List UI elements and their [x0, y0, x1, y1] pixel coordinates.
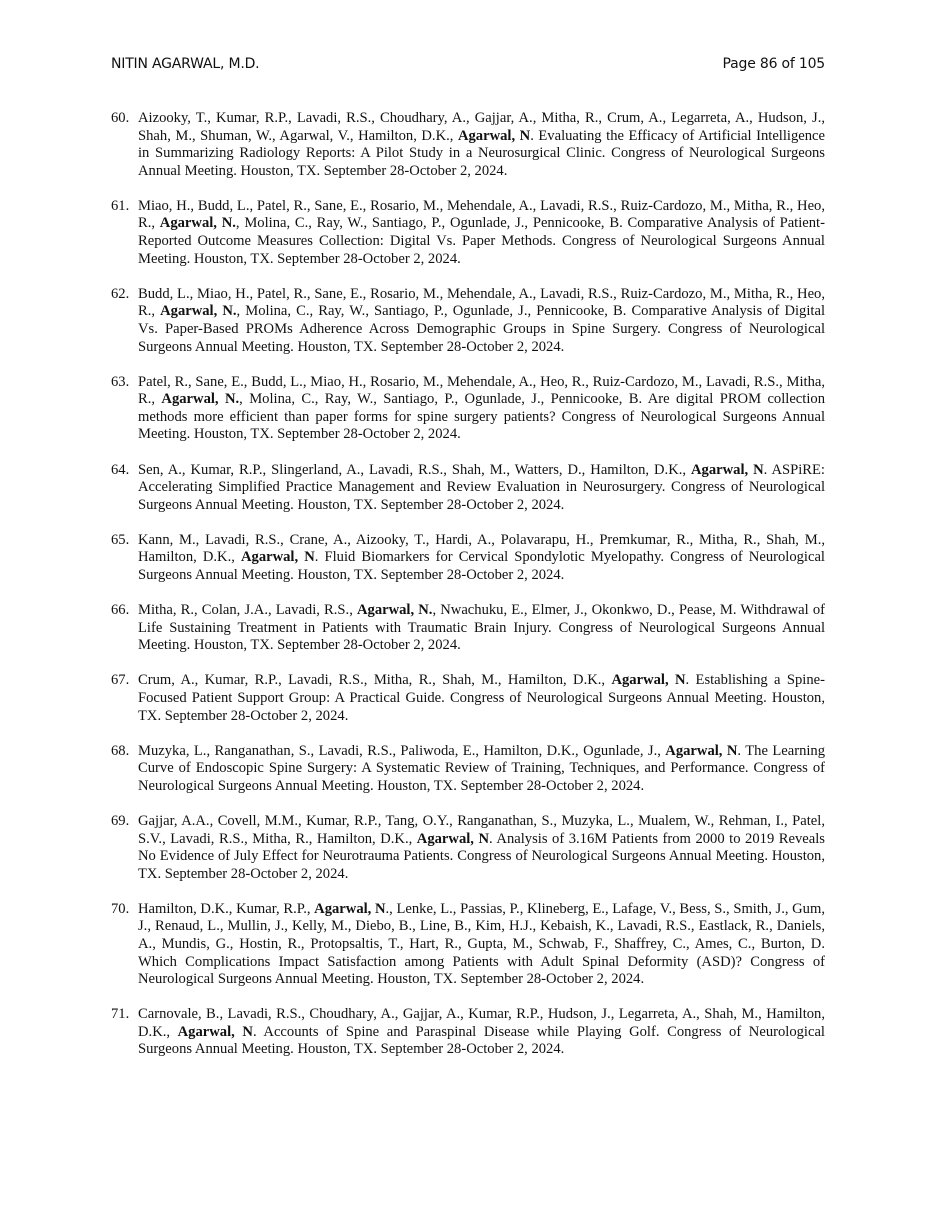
- reference-number: 64.: [111, 461, 130, 478]
- reference-authors: Crum, A., Kumar, R.P., Lavadi, R.S., Mitha, R., Shah, M., Hamilton, D.K.,: [138, 672, 612, 689]
- reference-text: [138, 1006, 825, 1059]
- reference-number: 68.: [111, 742, 130, 759]
- reference-authors: Carnovale, B., Lavadi, R.S., Choudhary, A., Gajjar, A., Kumar, R.P., Hudson, J., Legarreta, A., Shah, M., Hamilton, D.K.,: [138, 1006, 825, 1040]
- highlighted-author: Agarwal, N: [665, 742, 738, 759]
- highlighted-author: Agarwal, N.: [161, 391, 240, 408]
- reference-details: , Molina, C., Ray, W., Santiago, P., Ogunlade, J., Pennicooke, B. Comparative Analysis of Digital Vs. Paper-Based PROMs Adherence Across Demographic Groups in Spine Surgery. Congress of Neurological Surgeons Annual Meeting. Houston, TX. September 28-October 2, 2024.: [138, 303, 825, 355]
- reference-details: ., Lenke, L., Passias, P., Klineberg, E., Lafage, V., Bess, S., Smith, J., Gum, J., Renaud, L., Mullin, J., Kelly, M., Diebo, B., Line, B., Kim, H.J., Kebaish, K., Lavadi, R.S., Eastlack, R., Daniels, A., Mundis, G., Hostin, R., Protopsaltis, T., Hart, R., Gupta, M., Schwab, F., Shaffrey, C., Ames, C., Burton, D. Which Complications Impact Satisfaction among Patients with Adult Spinal Deformity (ASD)? Congress of Neurological Surgeons Annual Meeting. Houston, TX. September 28-October 2, 2024.: [138, 900, 825, 988]
- reference-item: [111, 1006, 825, 1059]
- reference-item: [111, 602, 825, 655]
- reference-details: . ASPiRE: Accelerating Simplified Practice Management and Review Evaluation in Neurosurgery. Congress of Neurological Surgeons Annual Meeting. Houston, TX. September 28-October 2, 2024.: [138, 461, 825, 513]
- reference-number: 65.: [111, 531, 130, 548]
- highlighted-author: Agarwal, N.: [160, 303, 237, 320]
- highlighted-author: Agarwal, N: [691, 461, 764, 478]
- reference-list: [111, 110, 825, 1077]
- reference-item: [111, 532, 825, 585]
- reference-text: [138, 743, 825, 796]
- reference-text: [138, 901, 825, 989]
- highlighted-author: Agarwal, N.: [159, 215, 236, 232]
- reference-number: 61.: [111, 197, 130, 214]
- reference-details: . Accounts of Spine and Paraspinal Disease while Playing Golf. Congress of Neurological Surgeons Annual Meeting. Houston, TX. September 28-October 2, 2024.: [138, 1023, 825, 1058]
- reference-number: 69.: [111, 812, 130, 829]
- reference-item: [111, 672, 825, 725]
- reference-text: [138, 374, 825, 444]
- reference-authors: Patel, R., Sane, E., Budd, L., Miao, H., Rosario, M., Mehendale, A., Heo, R., Ruiz-Cardozo, M., Lavadi, R.S., Mitha, R.,: [138, 373, 825, 408]
- reference-number: 70.: [111, 900, 130, 917]
- reference-authors: Muzyka, L., Ranganathan, S., Lavadi, R.S., Paliwoda, E., Hamilton, D.K., Ogunlade, J.,: [138, 742, 666, 759]
- reference-details: . The Learning Curve of Endoscopic Spine Surgery: A Systematic Review of Training, Techniques, and Performance. Congress of Neurological Surgeons Annual Meeting. Houston, TX. September 28-October 2, 2024.: [138, 742, 826, 794]
- reference-item: [111, 743, 825, 796]
- reference-item: [111, 110, 825, 180]
- reference-authors: Hamilton, D.K., Kumar, R.P.,: [138, 900, 315, 917]
- reference-number: 63.: [111, 373, 130, 390]
- reference-authors: Kann, M., Lavadi, R.S., Crane, A., Aizooky, T., Hardi, A., Polavarapu, H., Premkumar, R., Mitha, R., Shah, M., Hamilton, D.K.,: [138, 531, 825, 566]
- reference-number: 71.: [111, 1006, 130, 1023]
- reference-details: . Analysis of 3.16M Patients from 2000 to 2019 Reveals No Evidence of July Effect for Neurotrauma Patients. Congress of Neurological Surgeons Annual Meeting. Houston, TX. September 28-October 2, 2024.: [138, 830, 825, 882]
- reference-text: [138, 286, 825, 356]
- reference-number: 62.: [111, 285, 130, 302]
- reference-text: [138, 532, 825, 585]
- reference-authors: Sen, A., Kumar, R.P., Slingerland, A., Lavadi, R.S., Shah, M., Watters, D., Hamilton, D.K.,: [138, 461, 691, 478]
- reference-item: [111, 374, 825, 444]
- page-header: [111, 56, 825, 72]
- reference-details: . Establishing a Spine-Focused Patient Support Group: A Practical Guide. Congress of Neurological Surgeons Annual Meeting. Houston, TX. September 28-October 2, 2024.: [138, 672, 825, 724]
- reference-item: [111, 462, 825, 515]
- reference-number: 66.: [111, 602, 130, 619]
- reference-text: [138, 602, 825, 655]
- reference-details: , Nwachuku, E., Elmer, J., Okonkwo, D., Pease, M. Withdrawal of Life Sustaining Treatment in Patients with Traumatic Brain Injury. Congress of Neurological Surgeons Annual Meeting. Houston, TX. September 28-October 2, 2024.: [138, 602, 825, 654]
- reference-text: [138, 198, 825, 268]
- reference-item: [111, 198, 825, 268]
- reference-details: , Molina, C., Ray, W., Santiago, P., Ogunlade, J., Pennicooke, B. Comparative Analysis of Patient-Reported Outcome Measures Collection: Digital Vs. Paper Methods. Congress of Neurological Surgeons Annual Meeting. Houston, TX. September 28-October 2, 2024.: [138, 215, 825, 267]
- reference-text: [138, 672, 825, 725]
- highlighted-author: Agarwal, N: [611, 672, 686, 689]
- reference-details: . Fluid Biomarkers for Cervical Spondylotic Myelopathy. Congress of Neurological Surgeons Annual Meeting. Houston, TX. September 28-October 2, 2024.: [138, 549, 825, 583]
- reference-authors: Mitha, R., Colan, J.A., Lavadi, R.S.,: [138, 602, 357, 619]
- reference-number: 67.: [111, 672, 130, 689]
- reference-item: [111, 901, 825, 989]
- highlighted-author: Agarwal, N: [177, 1023, 253, 1040]
- reference-item: [111, 813, 825, 883]
- highlighted-author: Agarwal, N: [314, 900, 386, 917]
- reference-authors: Gajjar, A.A., Covell, M.M., Kumar, R.P., Tang, O.Y., Ranganathan, S., Muzyka, L., Mualem, W., Rehman, I., Patel, S.V., Lavadi, R.S., Mitha, R., Hamilton, D.K.,: [138, 812, 825, 847]
- reference-authors: Aizooky, T., Kumar, R.P., Lavadi, R.S., Choudhary, A., Gajjar, A., Mitha, R., Crum, A., Legarreta, A., Hudson, J., Shah, M., Shuman, W., Agarwal, V., Hamilton, D.K.,: [138, 110, 825, 144]
- page-number: Page 86 of 105: [722, 56, 825, 72]
- reference-text: [138, 462, 825, 515]
- reference-item: [111, 286, 825, 356]
- reference-authors: Miao, H., Budd, L., Patel, R., Sane, E., Rosario, M., Mehendale, A., Lavadi, R.S., Ruiz-Cardozo, M., Mitha, R., Heo, R.,: [138, 197, 825, 232]
- highlighted-author: Agarwal, N.: [356, 602, 433, 619]
- reference-details: , Molina, C., Ray, W., Santiago, P., Ogunlade, J., Pennicooke, B. Are digital PROM collection methods more efficient than paper forms for spine surgery patients? Congress of Neurological Surgeons Annual Meeting. Houston, TX. September 28-October 2, 2024.: [138, 391, 825, 443]
- header-author: NITIN AGARWAL, M.D.: [111, 56, 260, 72]
- reference-text: [138, 110, 825, 180]
- reference-number: 60.: [111, 110, 130, 126]
- highlighted-author: Agarwal, N: [416, 830, 490, 847]
- reference-authors: Budd, L., Miao, H., Patel, R., Sane, E., Rosario, M., Mehendale, A., Lavadi, R.S., Ruiz-Cardozo, M., Mitha, R., Heo, R.,: [138, 285, 825, 320]
- reference-text: [138, 813, 825, 883]
- reference-details: . Evaluating the Efficacy of Artificial Intelligence in Summarizing Radiology Reports: A Pilot Study in a Neurosurgical Clinic. Congress of Neurological Surgeons Annual Meeting. Houston, TX. September 28-October 2, 2024.: [138, 127, 825, 179]
- highlighted-author: Agarwal, N: [240, 549, 315, 566]
- highlighted-author: Agarwal, N: [457, 127, 531, 144]
